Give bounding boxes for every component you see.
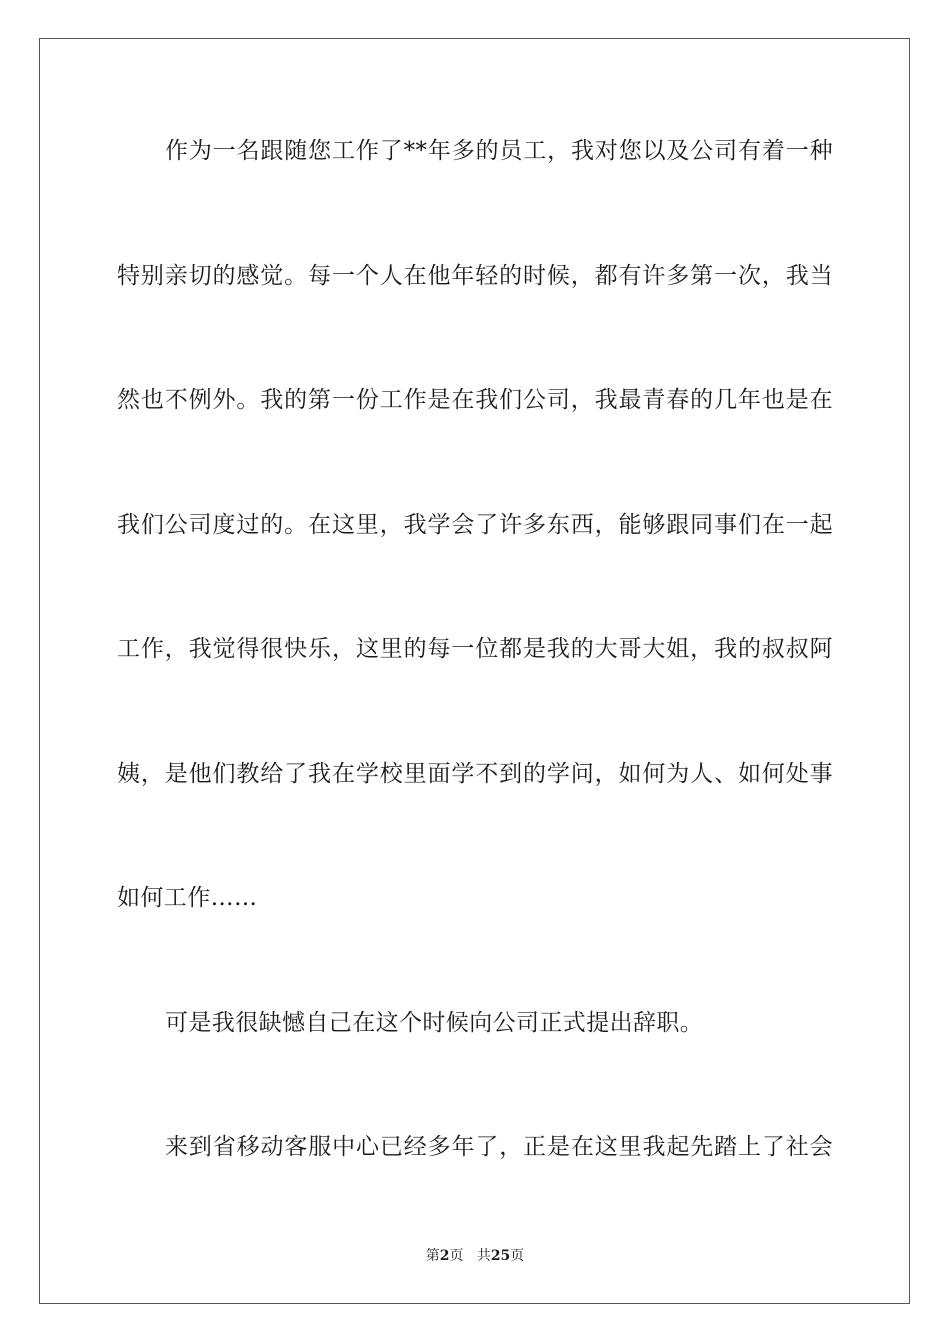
paragraph-line-9: 来到省移动客服中心已经多年了，正是在这里我起先踏上了社会 (165, 1134, 833, 1160)
paragraph-line-3: 然也不例外。我的第一份工作是在我们公司，我最青春的几年也是在 (117, 387, 833, 413)
paragraph-line-6: 姨，是他们教给了我在学校里面学不到的学问，如何为人、如何处事 (117, 761, 833, 787)
footer-prefix: 第 (425, 1248, 440, 1264)
page-footer (0, 1247, 950, 1265)
total-page-count: 25 (490, 1248, 511, 1264)
paragraph-line-5: 工作，我觉得很快乐，这里的每一位都是我的大哥大姐，我的叔叔阿 (117, 636, 833, 662)
paragraph-line-8: 可是我很缺憾自己在这个时候向公司正式提出辞职。 (165, 1010, 704, 1036)
paragraph-line-4: 我们公司度过的。在这里，我学会了许多东西，能够跟同事们在一起 (117, 512, 833, 538)
paragraph-line-7: 如何工作…… (117, 885, 258, 911)
page-border (39, 38, 910, 1304)
footer-total-prefix: 共 (476, 1248, 491, 1264)
footer-page-suffix: 页 (449, 1248, 464, 1264)
paragraph-line-2: 特别亲切的感觉。每一个人在他年轻的时候，都有许多第一次，我当 (117, 263, 833, 289)
paragraph-line-1: 作为一名跟随您工作了**年多的员工，我对您以及公司有着一种 (165, 138, 833, 164)
current-page-number: 2 (439, 1248, 450, 1264)
footer-total-suffix: 页 (510, 1248, 525, 1264)
